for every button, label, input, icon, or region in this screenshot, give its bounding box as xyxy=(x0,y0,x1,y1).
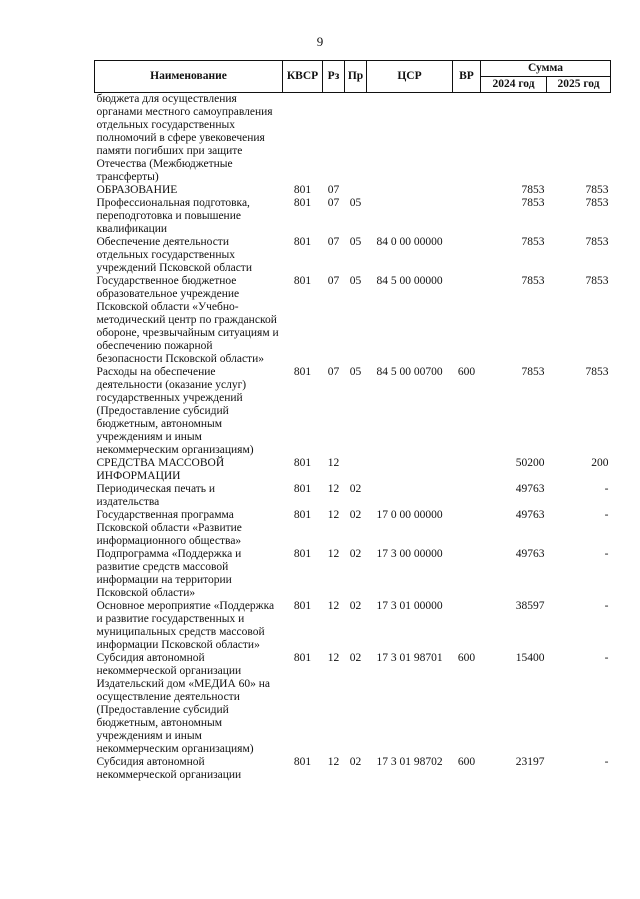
cell-name: Государственная программа Псковской области «Развитие информационного общества» xyxy=(96,509,242,547)
cell-name: Профессиональная подготовка, переподготовка и повышение квалификации xyxy=(96,197,250,235)
cell-sum-2024: 7853 xyxy=(521,184,545,196)
cell-vr xyxy=(453,275,481,366)
cell-name: Основное мероприятие «Поддержка и развитие государственных и муниципальных средств массовой информации Псковской области» xyxy=(96,600,275,651)
cell-kvsr: 801 xyxy=(293,652,312,664)
cell-pr: 02 xyxy=(349,548,362,560)
cell-name: Государственное бюджетное образовательное учреждение Псковской области «Учебно-методический центр по гражданской обороне, чрезвычайным ситуациям и обеспечению пожарной безопасности Псковской области» xyxy=(96,275,279,365)
cell-name: Субсидия автономной некоммерческой организации Издательский дом «МЕДИА 60» на осуществление деятельности (Предоставление субсидий бюджетным, автономным учреждениям и иным некоммерческим организациям) xyxy=(96,652,271,755)
cell-sum-2024: 23197 xyxy=(515,756,545,768)
cell-sum-2024: 7853 xyxy=(521,236,545,248)
cell-vr xyxy=(453,548,481,600)
cell-csr xyxy=(367,197,453,236)
cell-rz: 07 xyxy=(327,184,340,196)
cell-vr: 600 xyxy=(457,366,476,378)
cell-pr: 05 xyxy=(349,275,362,287)
cell-sum-2025: - xyxy=(604,756,609,768)
cell-sum-2025: 7853 xyxy=(585,236,609,248)
cell-sum-2025: 7853 xyxy=(585,275,609,287)
header-rz: Рз xyxy=(323,61,345,93)
cell-kvsr: 801 xyxy=(293,457,312,469)
cell-name: Расходы на обеспечение деятельности (оказание услуг) государственных учреждений (Предоставление субсидий бюджетным, автономным учреждениям и иным некоммерческим организациям) xyxy=(96,366,254,456)
cell-csr: 84 5 00 00700 xyxy=(376,366,443,378)
cell-csr: 17 3 01 98702 xyxy=(376,756,443,768)
cell-vr: 600 xyxy=(457,652,476,664)
table-row xyxy=(95,197,611,236)
cell-pr: 02 xyxy=(349,509,362,521)
cell-rz: 12 xyxy=(327,652,340,664)
cell-kvsr: 801 xyxy=(293,197,312,209)
cell-sum-2025: - xyxy=(604,652,609,664)
cell-rz: 12 xyxy=(327,457,340,469)
cell-name: Субсидия автономной некоммерческой организации xyxy=(96,756,242,781)
table-row xyxy=(95,184,611,197)
cell-sum-2025: - xyxy=(604,509,609,521)
cell-vr xyxy=(453,509,481,548)
cell-pr: 02 xyxy=(349,756,362,768)
cell-sum-2024: 7853 xyxy=(521,366,545,378)
cell-kvsr: 801 xyxy=(293,600,312,612)
cell-name: ОБРАЗОВАНИЕ xyxy=(96,184,178,196)
table-row xyxy=(95,236,611,275)
cell-csr xyxy=(367,93,453,185)
cell-vr xyxy=(453,93,481,185)
cell-kvsr: 801 xyxy=(293,548,312,560)
cell-rz: 12 xyxy=(327,483,340,495)
cell-name: бюджета для осуществления органами местного самоуправления отдельных государственных полномочий в сфере увековечения памяти погибших при защите Отечества (Межбюджетные трансферты) xyxy=(96,93,273,183)
header-name: Наименование xyxy=(95,61,283,93)
cell-sum-2025: 200 xyxy=(591,457,609,469)
cell-name: СРЕДСТВА МАССОВОЙ ИНФОРМАЦИИ xyxy=(96,457,225,482)
cell-rz: 12 xyxy=(327,509,340,521)
cell-sum-2025: 7853 xyxy=(585,366,609,378)
cell-kvsr: 801 xyxy=(293,236,312,248)
cell-rz: 07 xyxy=(327,275,340,287)
cell-sum-2024: 49763 xyxy=(515,483,545,495)
cell-kvsr: 801 xyxy=(293,275,312,287)
cell-rz: 12 xyxy=(327,548,340,560)
header-pr: Пр xyxy=(345,61,367,93)
cell-sum-2025: - xyxy=(604,600,609,612)
header-sum: Сумма xyxy=(481,61,611,77)
cell-csr: 84 5 00 00000 xyxy=(376,275,443,287)
cell-pr: 05 xyxy=(349,236,362,248)
cell-name: Подпрограмма «Поддержка и развитие средств массовой информации на территории Псковской области» xyxy=(96,548,242,599)
cell-csr xyxy=(367,483,453,509)
cell-vr xyxy=(453,457,481,483)
header-csr: ЦСР xyxy=(367,61,453,93)
header-2025: 2025 год xyxy=(547,77,611,93)
cell-rz: 07 xyxy=(327,366,340,378)
cell-csr: 17 3 00 00000 xyxy=(376,548,443,560)
cell-pr: 02 xyxy=(349,483,362,495)
table-body xyxy=(95,93,611,783)
cell-vr xyxy=(453,483,481,509)
table-row xyxy=(95,366,611,457)
header-kvsr: КВСР xyxy=(283,61,323,93)
cell-kvsr: 801 xyxy=(293,509,312,521)
cell-sum-2025 xyxy=(547,93,611,185)
cell-csr: 17 0 00 00000 xyxy=(376,509,443,521)
cell-kvsr xyxy=(283,93,323,185)
cell-sum-2024: 15400 xyxy=(515,652,545,664)
cell-csr xyxy=(367,184,453,197)
cell-sum-2024 xyxy=(481,93,547,185)
cell-csr: 17 3 01 00000 xyxy=(376,600,443,612)
cell-rz: 12 xyxy=(327,600,340,612)
cell-sum-2024: 7853 xyxy=(521,197,545,209)
cell-sum-2025: - xyxy=(604,483,609,495)
table-row xyxy=(95,548,611,600)
cell-csr: 84 0 00 00000 xyxy=(376,236,443,248)
table-row xyxy=(95,275,611,366)
cell-vr: 600 xyxy=(457,756,476,768)
page-number: 9 xyxy=(316,34,324,49)
cell-name: Обеспечение деятельности отдельных государственных учреждений Псковской области xyxy=(96,236,252,274)
cell-vr xyxy=(453,184,481,197)
cell-kvsr: 801 xyxy=(293,756,312,768)
cell-kvsr: 801 xyxy=(293,483,312,495)
table-row xyxy=(95,93,611,185)
table-row xyxy=(95,652,611,756)
cell-pr: 02 xyxy=(349,600,362,612)
header-2024: 2024 год xyxy=(481,77,547,93)
cell-pr: 05 xyxy=(349,197,362,209)
cell-csr xyxy=(367,457,453,483)
cell-rz: 12 xyxy=(327,756,340,768)
cell-pr: 05 xyxy=(349,366,362,378)
cell-sum-2025: - xyxy=(604,548,609,560)
cell-sum-2024: 7853 xyxy=(521,275,545,287)
cell-kvsr: 801 xyxy=(293,184,312,196)
cell-vr xyxy=(453,236,481,275)
cell-csr: 17 3 01 98701 xyxy=(376,652,443,664)
table-row xyxy=(95,457,611,483)
cell-rz: 07 xyxy=(327,236,340,248)
cell-sum-2024: 49763 xyxy=(515,509,545,521)
cell-rz: 07 xyxy=(327,197,340,209)
cell-pr xyxy=(345,457,367,483)
cell-name: Периодическая печать и издательства xyxy=(96,483,216,508)
cell-sum-2025: 7853 xyxy=(585,184,609,196)
header-vr: ВР xyxy=(453,61,481,93)
cell-sum-2024: 38597 xyxy=(515,600,545,612)
table-header xyxy=(95,61,611,93)
table-row xyxy=(95,756,611,782)
cell-sum-2024: 49763 xyxy=(515,548,545,560)
cell-rz xyxy=(323,93,345,185)
cell-pr: 02 xyxy=(349,652,362,664)
table-row xyxy=(95,483,611,509)
cell-pr xyxy=(345,93,367,185)
cell-vr xyxy=(453,197,481,236)
cell-sum-2024: 50200 xyxy=(515,457,545,469)
cell-pr xyxy=(345,184,367,197)
table-row xyxy=(95,509,611,548)
cell-kvsr: 801 xyxy=(293,366,312,378)
budget-table xyxy=(94,60,611,782)
cell-sum-2025: 7853 xyxy=(585,197,609,209)
table-row xyxy=(95,600,611,652)
cell-vr xyxy=(453,600,481,652)
